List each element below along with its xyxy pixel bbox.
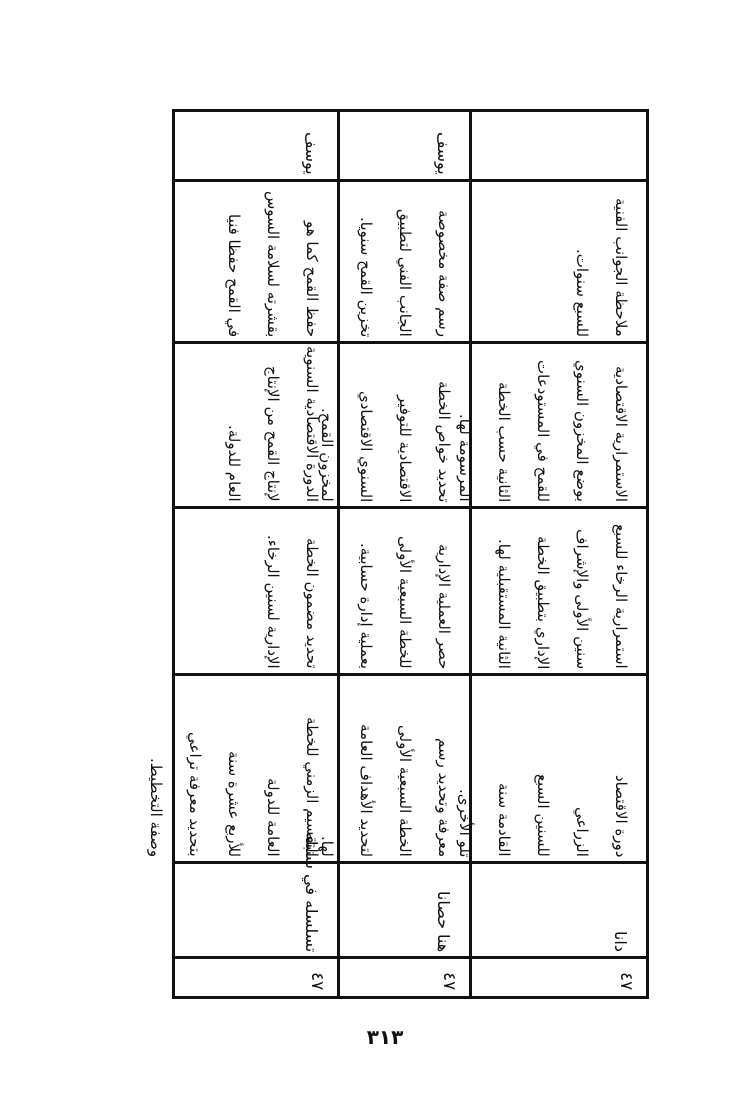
second-column-cell (472, 509, 646, 673)
first-column-cell (318, 676, 469, 861)
cell-line: تخزين القمح سنويا. (357, 216, 375, 337)
cell-line: الثانية المستقبلية لها. (495, 539, 513, 669)
second-column-cell (340, 509, 469, 673)
row-number: ٤٧ (439, 971, 459, 990)
third-column-cell (456, 344, 646, 506)
fourth-column-cell (340, 182, 469, 341)
row-name (472, 864, 646, 956)
cell-line: القادمة سنة (495, 783, 513, 857)
cell-line: حصر العملية الإدارية (435, 543, 453, 669)
label-cell (175, 112, 337, 179)
cell-line: دورة الاقتصاد (612, 774, 630, 857)
second-column-cell (175, 509, 337, 673)
cell-line: معرفة وتحديد رسم (435, 737, 453, 857)
row-name-text: تسلسله في سنبله (302, 831, 321, 952)
label-cell (472, 112, 646, 179)
fourth-column-cell (175, 182, 337, 341)
cell-line: للسبع سنوات. (573, 248, 591, 337)
row-name-text: دانا (611, 931, 630, 952)
cell-line: العامة للدولة (264, 778, 282, 857)
cell-line: بوضع المخزون السنوي (573, 360, 591, 502)
cell-line: سنين الأولى والإشراف (573, 528, 591, 669)
cell-line: لتحديد الأهداف العامة (357, 723, 375, 857)
cell-line: في القمح حفظا فنيا (225, 213, 243, 337)
first-column-cell (456, 676, 646, 861)
third-column-cell (318, 344, 469, 506)
cell-line: للأربع عشرة سنة (225, 750, 243, 857)
cell-line: يوسف (434, 132, 453, 175)
cell-line: المرسومة لها. (456, 414, 474, 502)
cell-line: بعملية إدارة حسابية. (357, 542, 375, 669)
plan-table (147, 109, 649, 999)
cell-line: بقشرته لسلامة السوس (264, 190, 282, 337)
cell-line: تحديد مضمون الخطة (303, 538, 321, 669)
cell-line: يوسف (302, 132, 321, 175)
cell-line: للسنين السبع (534, 774, 552, 857)
cell-line: لإنتاج القمح من الإنتاج (264, 366, 282, 502)
cell-line: السنوي الاقتصادي (357, 390, 375, 502)
row-number: ٤٧ (307, 971, 327, 990)
cell-line: الاقتصادية للتوفير (396, 394, 414, 502)
cell-line: للقمح في المستودعات (534, 359, 552, 502)
third-column-cell (175, 344, 337, 506)
cell-line: حفظ القمح كما هو (303, 220, 321, 337)
cell-line: بتحديد معرفة تراعي (186, 732, 204, 857)
row-name-text: هنا حصانا (434, 890, 453, 952)
cell-line: الجانب الفني لتطبيق (396, 209, 414, 337)
cell-line: الزراعي (573, 807, 591, 857)
cell-line: ملاحظة الجوانب الفنية (612, 198, 630, 337)
row-number: ٤٧ (616, 971, 636, 990)
cell-line: لها. (318, 836, 336, 857)
cell-line: الخطة السبعية الأولى (396, 725, 414, 857)
cell-line: الثانية حسب الخطة (495, 381, 513, 502)
cell-line: الإداري بتطبيق الخطة (534, 535, 552, 669)
table-border-bottom (172, 996, 649, 999)
cell-line: للخطة السبعية الأولى (396, 536, 414, 669)
cell-line: رسم صفة مخصوصة (435, 210, 453, 337)
label-cell (340, 112, 469, 179)
cell-line: التقسيم الزمني للخطة (303, 717, 321, 857)
cell-line: وصفة التخطيط. (147, 757, 165, 857)
cell-line: لمخزون القمح. (318, 408, 336, 502)
cell-line: العام للدولة. (225, 425, 243, 502)
cell-line: تحديد خواص الخطة (435, 380, 453, 502)
cell-line: الإدارية لسنين الرخاء. (264, 535, 282, 669)
page-number: ٣١٣ (366, 1025, 404, 1049)
row-name (340, 864, 469, 956)
cell-line: الاستمرارية الاقتصادية (612, 365, 630, 502)
cell-line: الدورة الاقتصادية السنوية (303, 346, 321, 502)
table-border-right (646, 109, 649, 999)
first-column-cell (147, 676, 337, 861)
cell-line: استمرارية الرخاء للسبع (612, 524, 630, 669)
fourth-column-cell (472, 182, 646, 341)
cell-line: تلو الأخرى. (456, 788, 474, 857)
